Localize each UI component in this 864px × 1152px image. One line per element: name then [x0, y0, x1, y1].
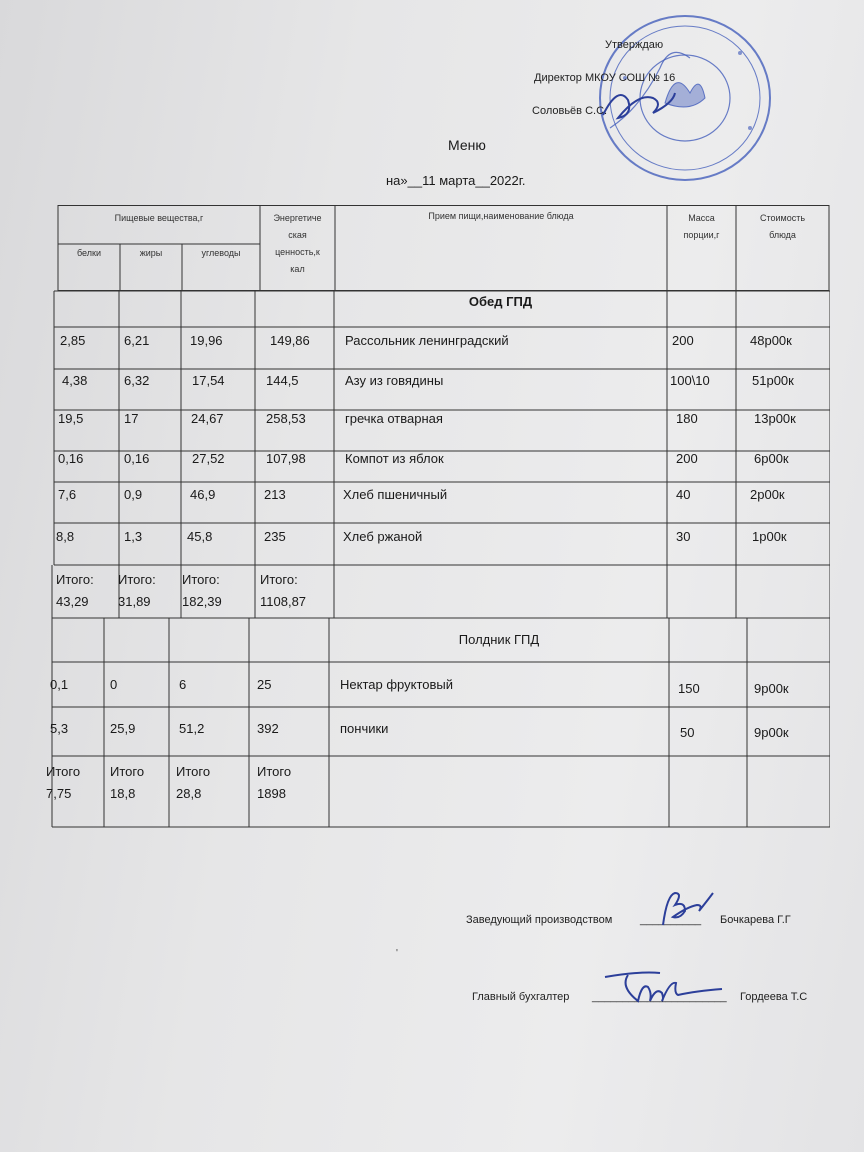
carbs-total: Итого 28,8 — [176, 764, 211, 801]
accountant-role: Главный бухгалтер — [472, 991, 570, 1003]
dish-cost: 51р00к — [752, 373, 794, 388]
fat-value: 0,16 — [124, 451, 150, 466]
protein-value: 4,38 — [62, 373, 88, 388]
carbs-value: 19,96 — [190, 333, 223, 348]
header-meal-name: Прием пищи,наименование блюда — [428, 211, 574, 221]
fat-value: 6,32 — [124, 373, 150, 388]
accountant-sign-line: ______________________ — [592, 991, 727, 1003]
carbs-value: 27,52 — [192, 451, 225, 466]
portion-mass: 150 — [678, 681, 700, 696]
chef-role: Заведующий производством — [466, 914, 613, 926]
fat-value: 1,3 — [124, 529, 143, 544]
dish-cost: 6р00к — [754, 451, 789, 466]
chef-sign-line: __________ — [640, 914, 702, 926]
energy-total: Итого: 1108,87 — [260, 572, 307, 609]
section-title: Полдник ГПД — [458, 632, 540, 647]
fat-value: 0,9 — [124, 487, 143, 502]
dish-name: пончики — [340, 721, 389, 736]
carbs-value: 6 — [179, 677, 187, 692]
chef-name: Бочкарева Г.Г — [720, 914, 791, 926]
portion-mass: 40 — [676, 487, 691, 502]
dish-cost: 9р00к — [754, 725, 789, 740]
header-nutrients: Пищевые вещества,г — [114, 213, 204, 223]
header-mass: Масса порции,г — [683, 213, 720, 240]
approval-line-approve: Утверждаю — [605, 39, 664, 51]
carbs-value: 45,8 — [187, 529, 213, 544]
dish-cost: 2р00к — [750, 487, 785, 502]
dish-name: Хлеб пшеничный — [343, 487, 448, 502]
energy-value: 25 — [257, 677, 272, 692]
protein-value: 7,6 — [58, 487, 77, 502]
header-energy: Энергетиче ская ценность,к кал — [273, 213, 322, 274]
dish-cost: 13р00к — [754, 411, 796, 426]
energy-value: 213 — [264, 487, 286, 502]
dish-cost: 9р00к — [754, 681, 789, 696]
portion-mass: 50 — [680, 725, 695, 740]
fat-value: 25,9 — [110, 721, 136, 736]
portion-mass: 100\10 — [670, 373, 710, 388]
carbs-total: Итого: 182,39 — [182, 572, 222, 609]
header-carbs: углеводы — [201, 248, 241, 258]
dish-name: гречка отварная — [345, 411, 443, 426]
energy-value: 144,5 — [266, 373, 299, 388]
fat-value: 0 — [110, 677, 118, 692]
fat-total: Итого 18,8 — [110, 764, 145, 801]
dish-name: Азу из говядины — [345, 373, 444, 388]
carbs-value: 24,67 — [191, 411, 224, 426]
portion-mass: 30 — [676, 529, 691, 544]
header-cost: Стоимость блюда — [759, 213, 806, 240]
energy-value: 235 — [264, 529, 286, 544]
accountant-name: Гордеева Т.С — [740, 991, 808, 1003]
protein-total: Итого: 43,29 — [56, 572, 94, 609]
carbs-value: 51,2 — [179, 721, 205, 736]
carbs-value: 17,54 — [192, 373, 225, 388]
header-protein: белки — [77, 248, 101, 258]
chef-signature — [655, 885, 715, 930]
protein-total: Итого 7,75 — [46, 764, 81, 801]
energy-value: 149,86 — [270, 333, 310, 348]
carbs-value: 46,9 — [190, 487, 216, 502]
fat-value: 6,21 — [124, 333, 150, 348]
approval-block — [0, 0, 864, 130]
dish-cost: 1р00к — [752, 529, 787, 544]
dish-name: Компот из яблок — [345, 451, 444, 466]
energy-value: 107,98 — [266, 451, 306, 466]
portion-mass: 200 — [676, 451, 698, 466]
pen-mark: ' — [396, 948, 398, 959]
protein-value: 8,8 — [56, 529, 75, 544]
protein-value: 2,85 — [60, 333, 86, 348]
fat-total: Итого: 31,89 — [118, 572, 156, 609]
accountant-signature — [600, 965, 730, 1005]
protein-value: 0,1 — [50, 677, 69, 692]
dish-cost: 48р00к — [750, 333, 792, 348]
header-fat: жиры — [139, 248, 163, 258]
fat-value: 17 — [124, 411, 139, 426]
energy-total: Итого 1898 — [257, 764, 292, 801]
protein-value: 5,3 — [50, 721, 69, 736]
menu-date: на»__11 марта__2022г. — [386, 173, 526, 188]
document-title: Меню — [448, 137, 486, 153]
energy-value: 258,53 — [266, 411, 306, 426]
dish-name: Хлеб ржаной — [343, 529, 423, 544]
portion-mass: 200 — [672, 333, 694, 348]
approval-line-director: Директор МКОУ СОШ № 16 — [534, 72, 676, 84]
director-signature — [598, 80, 678, 130]
energy-value: 392 — [257, 721, 279, 736]
approval-line-name: Соловьёв С.С. — [532, 105, 608, 117]
dish-name: Рассольник ленинградский — [345, 333, 509, 348]
portion-mass: 180 — [676, 411, 698, 426]
menu-table — [44, 205, 830, 828]
protein-value: 19,5 — [58, 411, 84, 426]
section-title: Обед ГПД — [468, 294, 533, 309]
dish-name: Нектар фруктовый — [340, 677, 453, 692]
protein-value: 0,16 — [58, 451, 84, 466]
